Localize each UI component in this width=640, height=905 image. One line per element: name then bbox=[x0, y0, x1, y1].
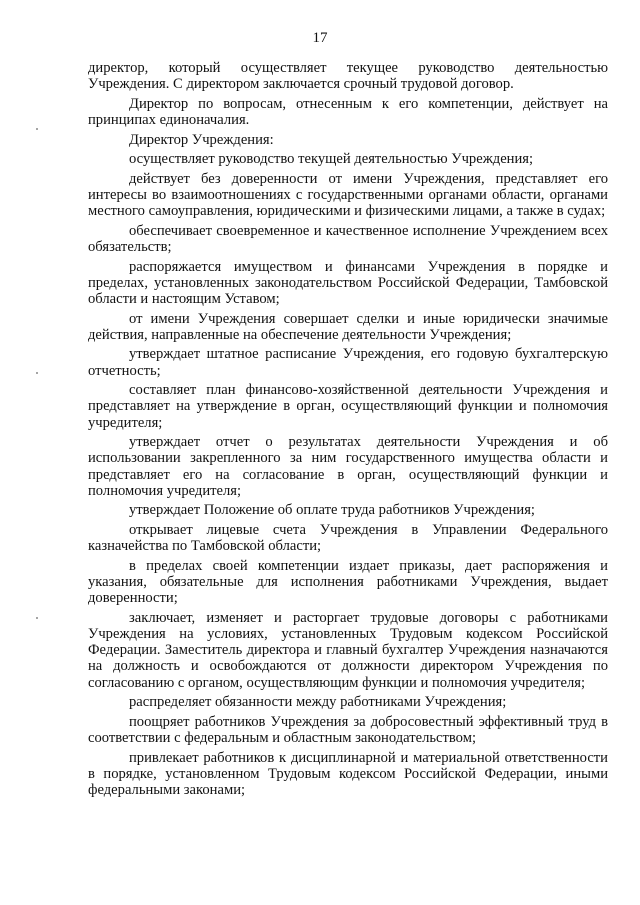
list-item: утверждает штатное расписание Учреждения, его годовую бухгалтерскую отчетность; bbox=[88, 346, 608, 379]
scan-speck bbox=[36, 617, 38, 619]
list-item: утверждает Положение об оплате труда работников Учреждения; bbox=[129, 502, 535, 519]
document-body bbox=[88, 60, 608, 802]
page-number: 17 bbox=[312, 30, 328, 46]
list-item: действует без доверенности от имени Учреждения, представляет его интересы во взаимоотношениях с государственными органами области, органами местного самоуправления, юридическими и физическими лицами, а также в судах; bbox=[88, 170, 608, 220]
scan-speck bbox=[36, 372, 38, 374]
list-item: открывает лицевые счета Учреждения в Управлении Федерального казначейства по Тамбовской области; bbox=[88, 521, 608, 555]
list-item: составляет план финансово-хозяйственной деятельности Учреждения и представляет на утверждение в орган, осуществляющий функции и полномочия учредителя; bbox=[88, 382, 608, 431]
list-item: осуществляет руководство текущей деятельностью Учреждения; bbox=[129, 151, 534, 168]
list-item: от имени Учреждения совершает сделки и иные юридически значимые действия, направленные на обеспечение деятельности Учреждения; bbox=[88, 310, 608, 343]
paragraph-sole-authority: Директор по вопросам, отнесенным к его компетенции, действует на принципах единоначалия. bbox=[88, 95, 608, 128]
list-item: в пределах своей компетенции издает приказы, дает распоряжения и указания, обязательные для исполнения работниками Учреждения, выдает доверенности; bbox=[88, 557, 608, 607]
list-item: распределяет обязанности между работниками Учреждения; bbox=[129, 694, 507, 711]
list-item: распоряжается имуществом и финансами Учреждения в порядке и пределах, установленных законодательством Российской Федерации, Тамбовской области и настоящим Уставом; bbox=[88, 258, 608, 307]
scan-speck bbox=[36, 128, 38, 130]
list-item: поощряет работников Учреждения за добросовестный эффективный труд в соответствии с федеральным и областным законодательством; bbox=[88, 713, 608, 746]
list-item: привлекает работников к дисциплинарной и материальной ответственности в порядке, установленном Трудовым кодексом Российской Федерации, иными федеральными законами; bbox=[88, 749, 608, 798]
paragraph-director-heading: Директор Учреждения: bbox=[129, 131, 274, 148]
list-item: заключает, изменяет и расторгает трудовые договоры с работниками Учреждения на условиях, установленных Трудовым кодексом Российской Федерации. Заместитель директора и главный бухгалтер Учреждения назначаются на должность и освобождаются от должности директором Учреждения по согласованию с органом, осуществляющим функции и полномочия учредителя; bbox=[88, 609, 608, 691]
paragraph-director-intro: директор, который осуществляет текущее руководство деятельностью Учреждения. С директором заключается срочный трудовой договор. bbox=[88, 60, 608, 93]
list-item: утверждает отчет о результатах деятельности Учреждения и об использовании закрепленного за ним государственного имущества области и представляет его на согласование в орган, осуществляющий функции и полномочия учредителя; bbox=[88, 434, 608, 499]
list-item: обеспечивает своевременное и качественное исполнение Учреждением всех обязательств; bbox=[88, 222, 608, 255]
